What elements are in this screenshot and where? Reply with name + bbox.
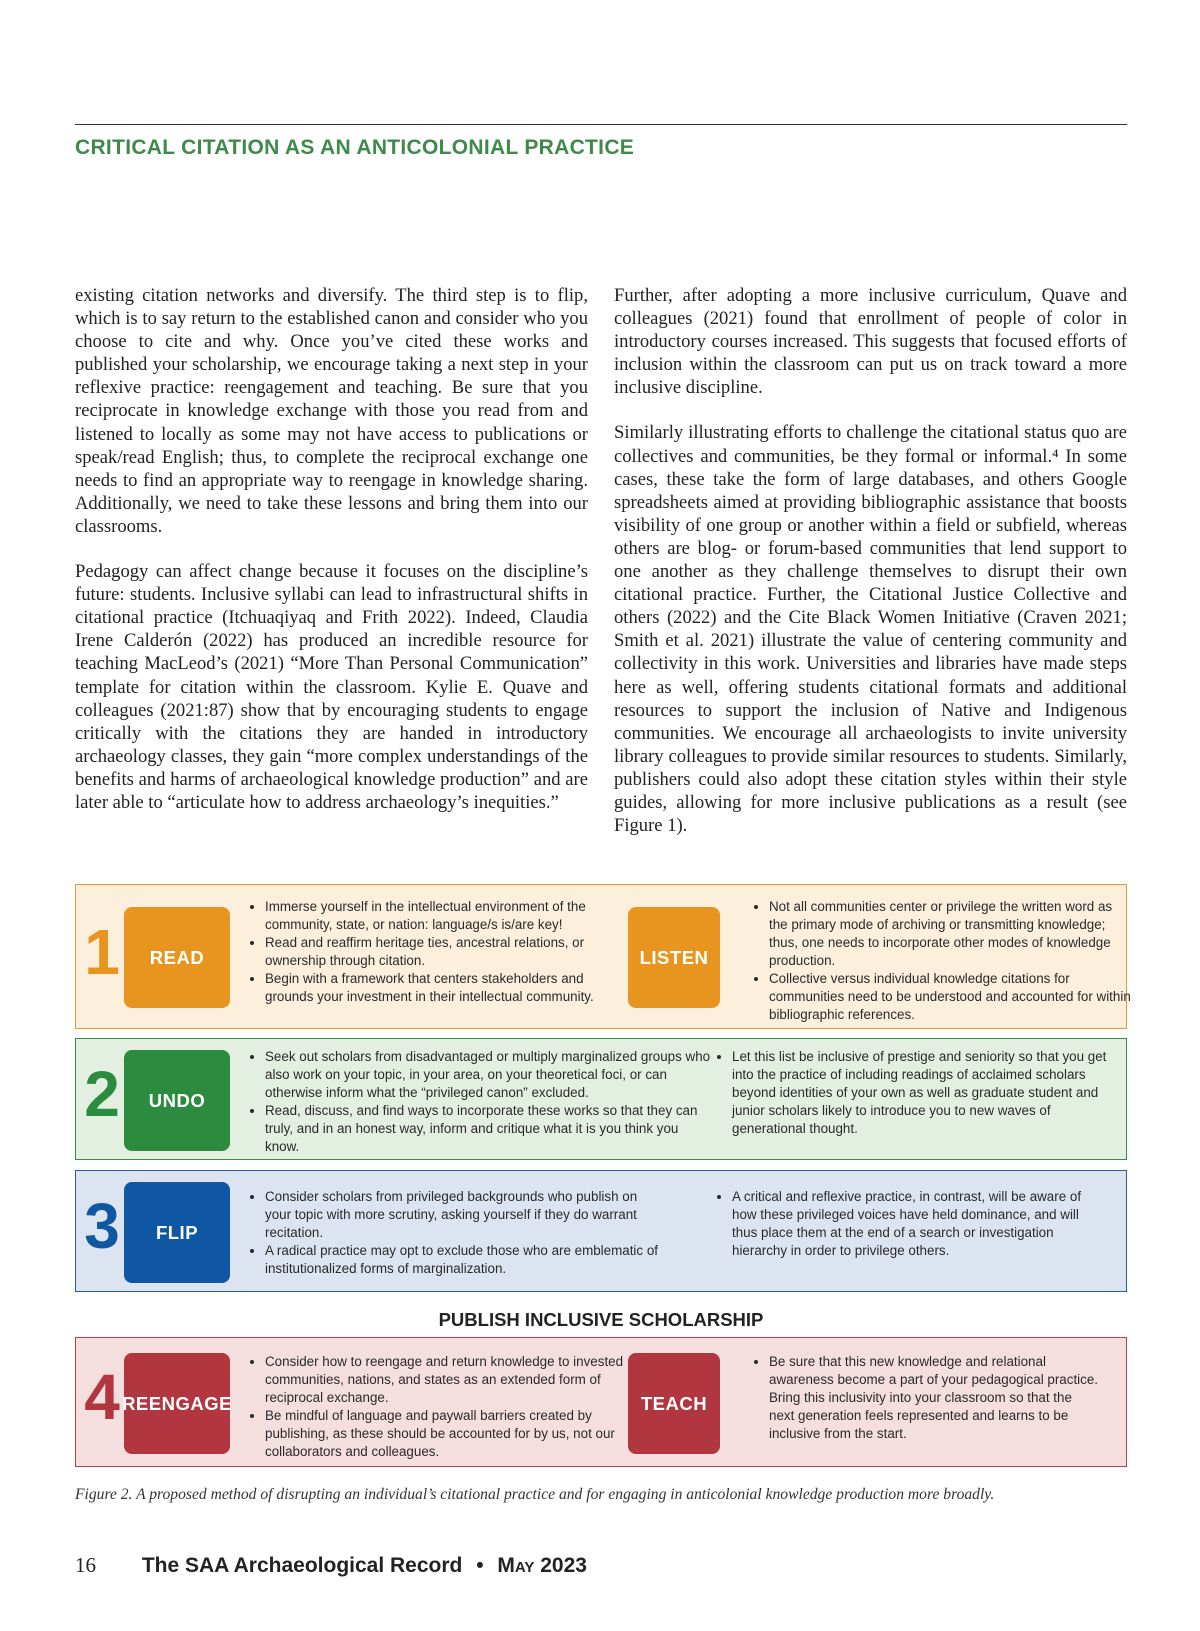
page-number: 16 [75,1553,96,1577]
reengage-badge: REENGAGE [124,1353,230,1454]
list-item: • Collective versus individual knowledge citations for communities need to be understood and accounted for within bibliographic references. [769,970,1131,1024]
step-number: 1 [84,916,120,988]
body-column-left [75,284,588,836]
list-item: • Begin with a framework that centers stakeholders and grounds your investment in their intellectual community. [265,970,620,1006]
list-item: • Seek out scholars from disadvantaged or multiply marginalized groups who also work on your topic, in your area, on your theoretical foci, or can otherwise inform what the “privileged canon” excluded. [265,1048,715,1102]
list-item: • Let this list be inclusive of prestige and seniority so that you get into the practice of including readings of acclaimed scholars beyond identities of your own as well as graduate student and junior scholars likely to introduce you to new waves of generational thought. [732,1048,1107,1138]
step-number: 4 [84,1361,120,1433]
paragraph: Similarly illustrating efforts to challenge the citational status quo are collectives and communities, be they formal or informal.⁴ In some cases, these take the form of large databases, and others Google spreadsheets aimed at providing bibliographic assistance that boosts visibility of one group or another within a field or subfield, whereas others are blog- or forum-based communities that lend support to one another as they challenge themselves to disrupt their own citational practice. Further, the Citational Justice Collective and others (2022) and the Cite Black Women Initiative (Craven 2021; Smith et al. 2021) illustrate the value of centering community and collectivity in this work. Universities and libraries have made steps here as well, offering students citational formats and additional resources to support the inclusion of Native and Indigenous communities. We encourage all archaeologists to invite university library colleagues to provide similar resources to students. Similarly, publishers could also adopt these citation styles within their style guides, allowing for more inclusive publications as a result (see Figure 1). [614,422,1127,837]
paragraph: existing citation networks and diversify. The third step is to flip, which is to say return to the established canon and consider who you choose to cite and why. Once you’ve cited these works and published your scholarship, we encourage taking a next step in your reflexive practice: reengagement and teaching. Be sure that you reciprocate in knowledge exchange with those you read from and listened to locally as some may not have access to publications or speak/read English; thus, to complete the reciprocal exchange one needs to find an appropriate way to reengage in knowledge sharing. Additionally, we need to take these lessons and bring them into our classrooms. [75,285,588,537]
flip-bullet-list-right [714,1188,1107,1260]
figure-step-2-panel [75,1038,1127,1160]
flip-bullet-list-left [247,1188,665,1278]
figure-step-4-panel [75,1337,1127,1467]
list-item: • Be sure that this new knowledge and relational awareness become a part of your pedagogical practice. Bring this inclusivity into your classroom so that the next generation feels represented and learns to be inclusive from the start. [769,1353,1099,1443]
listen-badge: LISTEN [628,907,720,1008]
figure-step-1-panel [75,884,1131,1029]
list-item: • Read, discuss, and find ways to incorporate these works so that they can truly, and in an honest way, inform and critique what it is you think you know. [265,1102,715,1156]
list-item: • Be mindful of language and paywall barriers created by publishing, as these should be accounted for by us, not our collaborators and colleagues. [265,1407,635,1461]
list-item: • Not all communities center or privilege the written word as the primary mode of archiving or transmitting knowledge; thus, one needs to incorporate other modes of knowledge production. [769,898,1131,970]
list-item: • A radical practice may opt to exclude those who are emblematic of institutionalized forms of marginalization. [265,1242,665,1278]
teach-badge: TEACH [628,1353,720,1454]
header-rule [75,124,1127,125]
list-item: • Read and reaffirm heritage ties, ancestral relations, or ownership through citation. [265,934,620,970]
journal-title: The SAA Archaeological Record [141,1554,463,1577]
issue-date: May 2023 [497,1554,587,1577]
list-item: • A critical and reflexive practice, in contrast, will be aware of how these privileged voices have held dominance, and will thus place them at the end of a search or investigation hierarchy in order to privilege others. [732,1188,1107,1260]
listen-bullet-list [751,898,1131,1024]
undo-badge: UNDO [124,1050,230,1151]
body-column-right [614,284,1127,859]
undo-bullet-list-left [247,1048,715,1156]
step-number: 3 [84,1190,120,1262]
read-badge: READ [124,907,230,1008]
list-item: • Consider how to reengage and return knowledge to invested communities, nations, and states as an extended form of reciprocal exchange. [265,1353,635,1407]
flip-badge: FLIP [124,1182,230,1283]
figure-step-3-panel [75,1170,1127,1292]
running-head: CRITICAL CITATION AS AN ANTICOLONIAL PRACTICE [75,136,635,159]
read-bullet-list [247,898,620,1006]
paragraph: Pedagogy can affect change because it focuses on the discipline’s future: students. Inclusive syllabi can lead to infrastructural shifts in citational practice (Itchuaqiyaq and Frith 2022). Indeed, Claudia Irene Calderón (2022) has produced an incredible resource for teaching MacLeod’s (2021) “More Than Personal Communication” template for citation within the classroom. Kylie E. Quave and colleagues (2021:87) show that by encouraging students to engage critically with the citations they are handed in introductory archaeology classes, they gain “more complex understandings of the benefits and harms of archaeological knowledge production” and are later able to “articulate how to address archaeology’s inequities.” [75,561,588,813]
list-item: • Consider scholars from privileged backgrounds who publish on your topic with more scrutiny, asking yourself if they do warrant recitation. [265,1188,665,1242]
separator-dot: • [476,1554,484,1577]
undo-bullet-list-right [714,1048,1107,1138]
reengage-bullet-list [247,1353,635,1461]
page-footer [75,1553,587,1578]
list-item: • Immerse yourself in the intellectual environment of the community, state, or nation: language/s is/are key! [265,898,620,934]
figure-caption: Figure 2. A proposed method of disrupting an individual’s citational practice and for engaging in anticolonial knowledge production more broadly. [75,1486,995,1503]
paragraph: Further, after adopting a more inclusive curriculum, Quave and colleagues (2021) found that enrollment of people of color in introductory courses increased. This suggests that focused efforts of inclusion within the classroom can put us on track toward a more inclusive discipline. [614,285,1127,399]
step-number: 2 [84,1058,120,1130]
publish-heading: PUBLISH INCLUSIVE SCHOLARSHIP [438,1309,764,1330]
teach-bullet-list [751,1353,1099,1443]
